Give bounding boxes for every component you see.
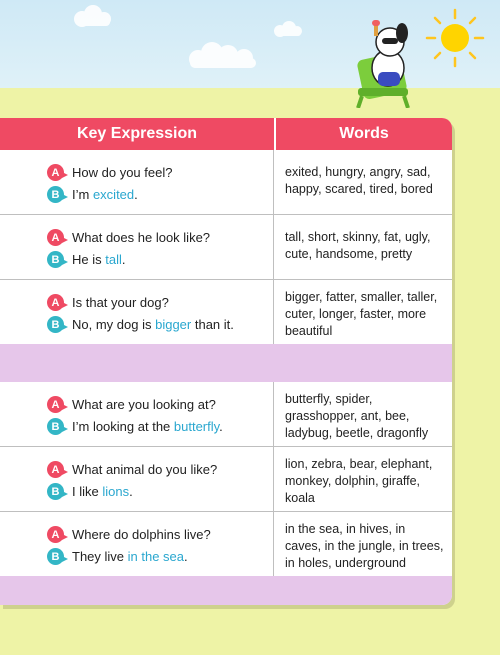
table-row	[0, 279, 452, 344]
answer-text: They live in the sea.	[72, 549, 188, 564]
section-divider-band	[0, 576, 452, 605]
sun-icon	[425, 8, 485, 68]
question-text: What are you looking at?	[72, 397, 216, 412]
speaker-a-badge: A	[47, 294, 64, 311]
words-cell: bigger, fatter, smaller, taller, cuter, longer, faster, more beautiful	[285, 290, 438, 338]
speaker-b-badge: B	[47, 418, 64, 435]
words-cell: butterfly, spider, grasshopper, ant, bee, ladybug, beetle, dragonfly	[285, 392, 429, 440]
table-header	[0, 118, 452, 150]
answer-text: No, my dog is bigger than it.	[72, 317, 234, 332]
dog-character-illustration	[352, 18, 430, 108]
speaker-b-badge: B	[47, 548, 64, 565]
answer-text: I like lions.	[72, 484, 133, 499]
question-text: What does he look like?	[72, 230, 211, 245]
header-words: Words	[339, 125, 389, 142]
speaker-a-badge: A	[47, 164, 64, 181]
speaker-a-badge: A	[47, 526, 64, 543]
speaker-a-badge: A	[47, 461, 64, 478]
question-text: Where do dolphins live?	[72, 527, 211, 542]
question-text: How do you feel?	[72, 165, 173, 180]
words-cell: tall, short, skinny, fat, ugly, cute, handsome, pretty	[285, 230, 431, 261]
speaker-a-badge: A	[47, 396, 64, 413]
cloud-icon	[270, 20, 306, 38]
section-divider-band	[0, 344, 452, 382]
question-text: What animal do you like?	[72, 462, 218, 477]
table-row	[0, 511, 452, 576]
answer-text: I’m looking at the butterfly.	[72, 419, 223, 434]
question-text: Is that your dog?	[72, 295, 169, 310]
words-cell: lion, zebra, bear, elephant, monkey, dolphin, giraffe, koala	[285, 457, 433, 505]
answer-text: I’m excited.	[72, 187, 138, 202]
speaker-a-badge: A	[47, 229, 64, 246]
speaker-b-badge: B	[47, 483, 64, 500]
cloud-icon	[180, 40, 270, 70]
table-row	[0, 446, 452, 511]
key-expression-table	[0, 118, 452, 605]
speaker-b-badge: B	[47, 316, 64, 333]
cloud-icon	[68, 4, 118, 28]
speaker-b-badge: B	[47, 251, 64, 268]
words-cell: in the sea, in hives, in caves, in the jungle, in trees, in holes, underground	[285, 522, 444, 570]
table-row	[0, 150, 452, 214]
table-row	[0, 214, 452, 279]
words-cell: exited, hungry, angry, sad, happy, scared, tired, bored	[285, 165, 433, 196]
table-row	[0, 382, 452, 446]
speaker-b-badge: B	[47, 186, 64, 203]
answer-text: He is tall.	[72, 252, 126, 267]
header-key-expression: Key Expression	[0, 118, 276, 150]
